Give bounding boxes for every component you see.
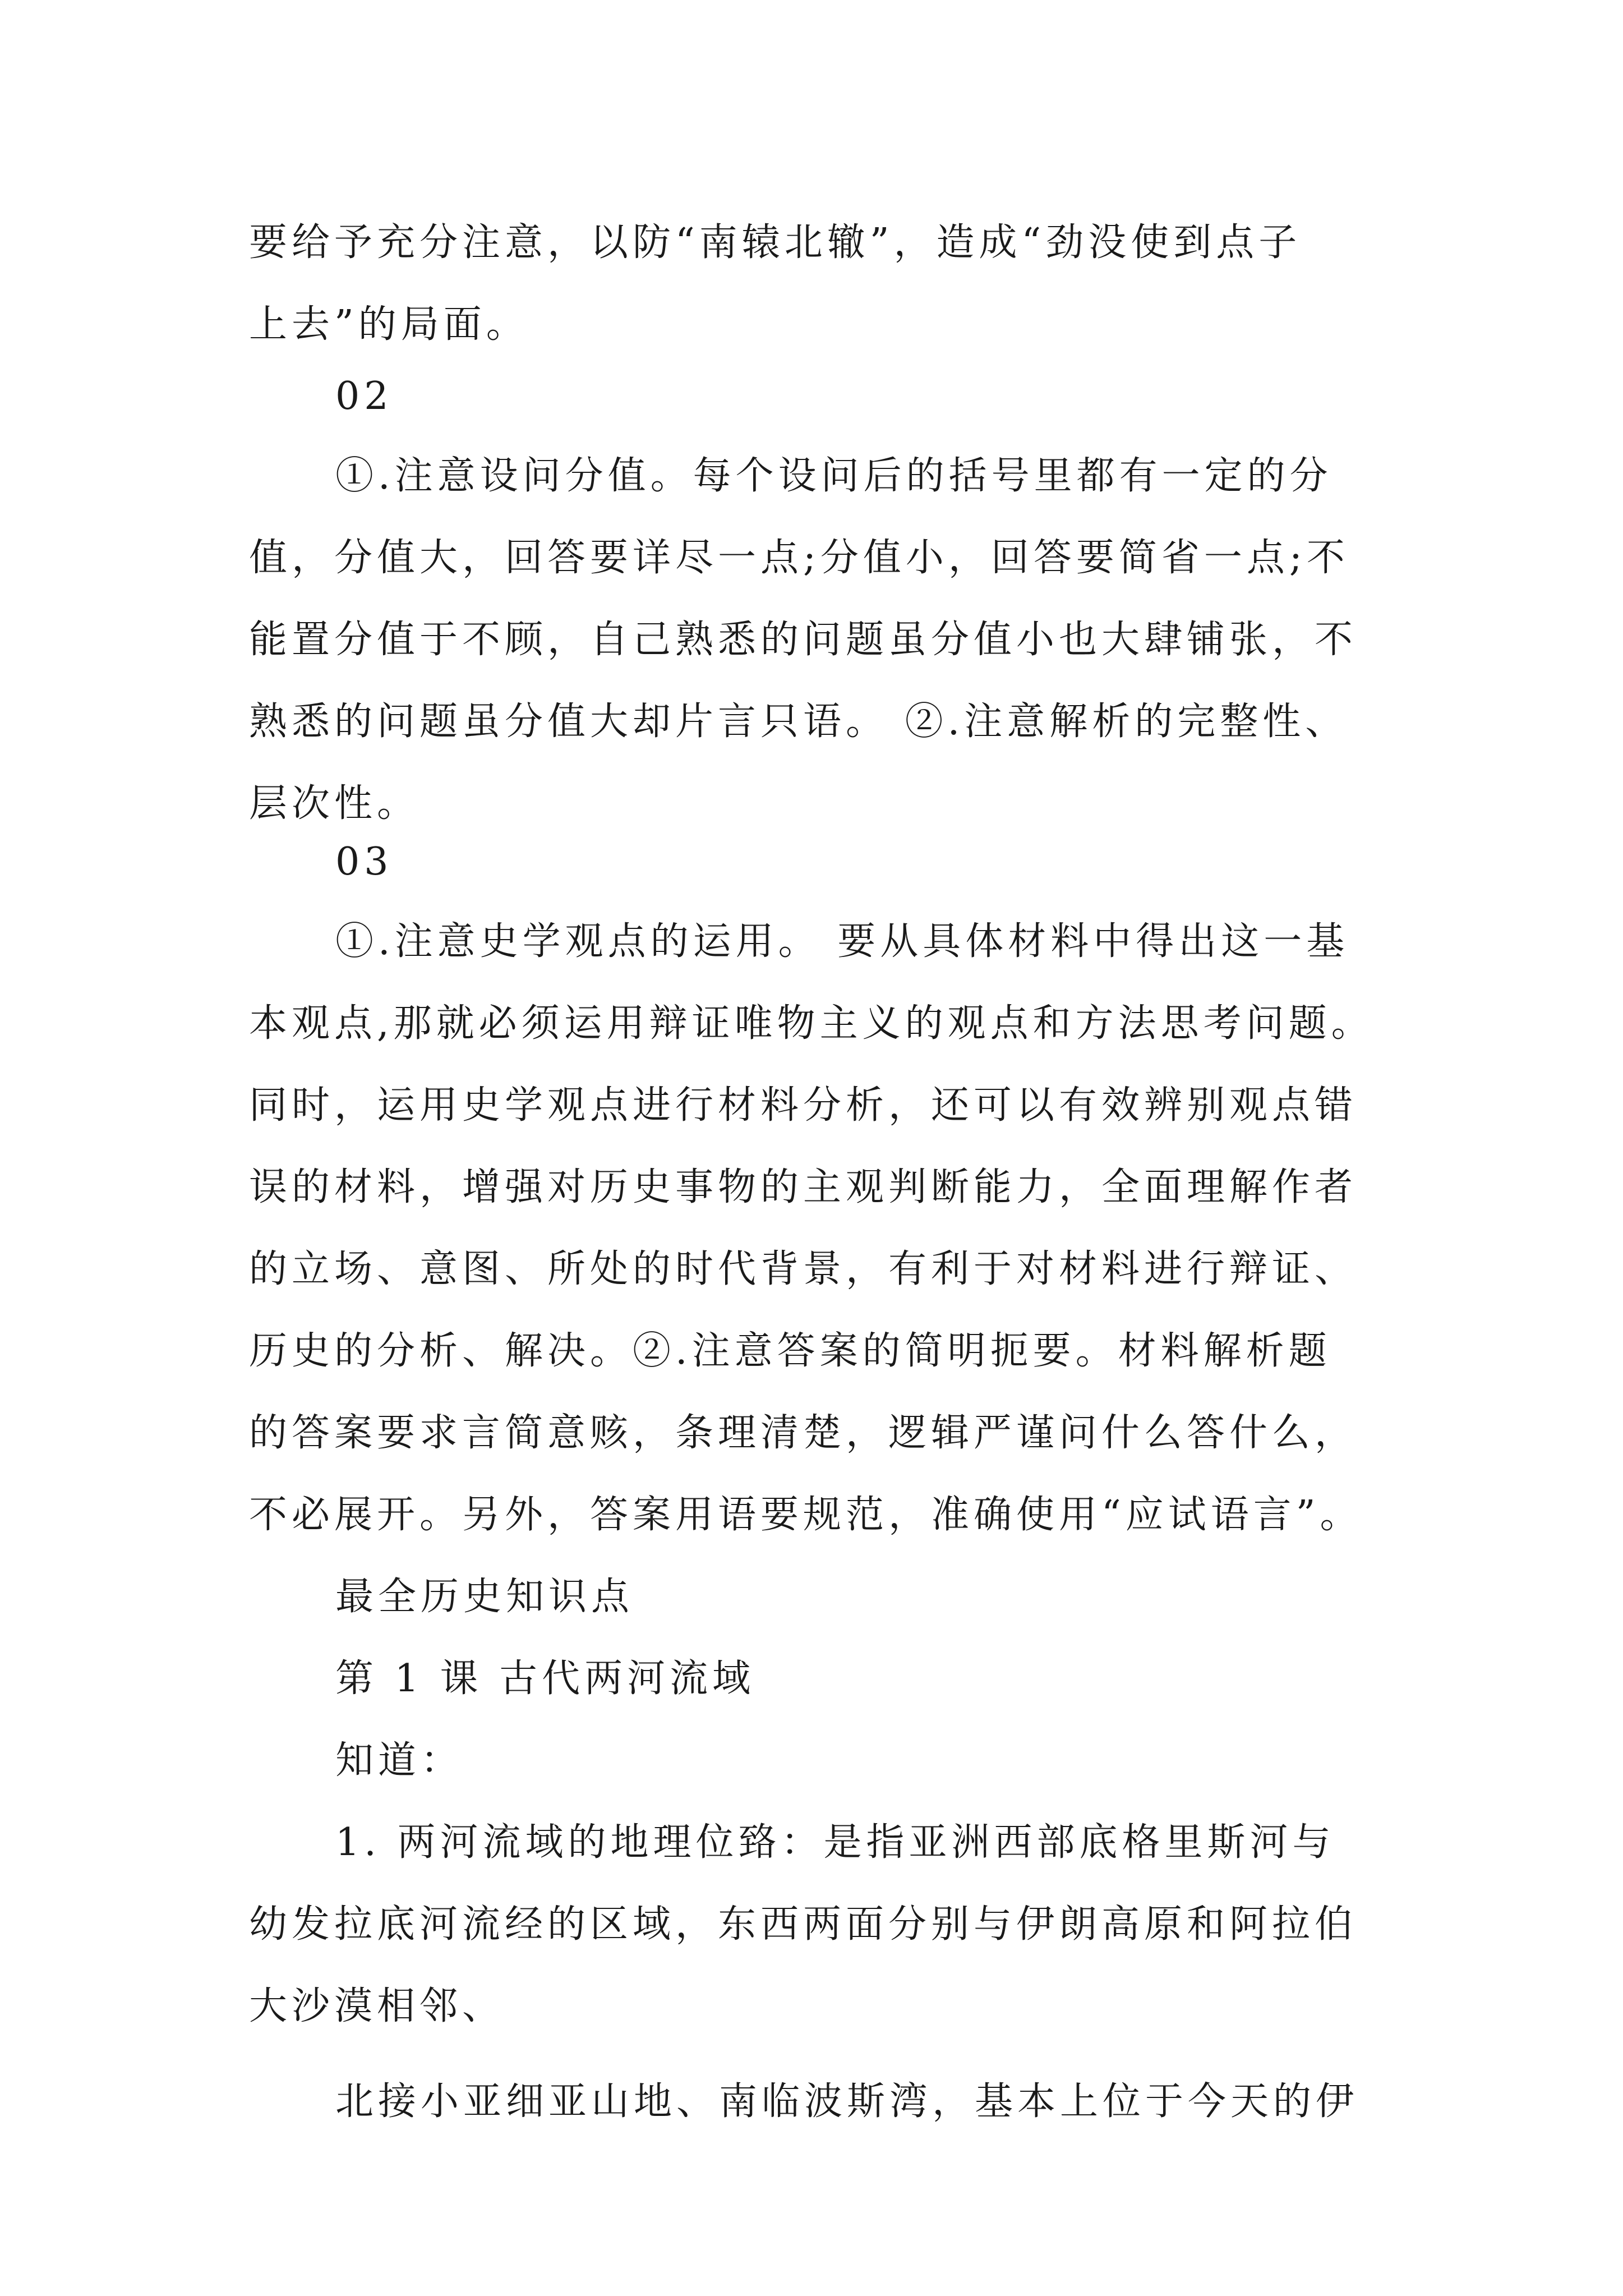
text-line: 要给予充分注意，以防“南辕北辙”，造成“劲没使到点子 — [249, 220, 1302, 265]
text-line: 层次性。 — [249, 781, 420, 826]
lesson-title — [335, 1638, 1378, 1720]
text-line: 熟悉的问题虽分值大却片言只语。 ②.注意解析的完整性、 — [249, 700, 1348, 744]
paragraph-score-value — [249, 435, 1376, 845]
paragraph-historical-viewpoint — [249, 901, 1376, 1556]
section-number: 03 — [335, 840, 393, 884]
subheading-know — [335, 1720, 1378, 1802]
text-line: ①.注意史学观点的运用。 要从具体材料中得出这一基 — [335, 919, 1349, 964]
section-number-02 — [335, 356, 1378, 438]
text-line: 历史的分析、解决。②.注意答案的简明扼要。材料解析题 — [249, 1329, 1331, 1373]
text-line: 大沙漠相邻、 — [249, 1984, 505, 2028]
text-line: 幼发拉底河流经的区域，东西两面分别与伊朗高原和阿拉伯 — [249, 1902, 1358, 1947]
text-line: 能置分值于不顾，自己熟悉的问题虽分值小也大肆铺张，不 — [249, 618, 1358, 662]
text-line: 本观点,那就必须运用辩证唯物主义的观点和方法思考问题。 — [249, 1001, 1374, 1046]
text-line: 的答案要求言简意赅，条理清楚，逻辑严谨问什么答什么， — [249, 1411, 1358, 1455]
text-line: 北接小亚细亚山地、南临波斯湾，基本上位于今天的伊 — [335, 2079, 1359, 2124]
paragraph-borders — [249, 2061, 1376, 2143]
text-line: 的立场、意图、所处的时代背景，有利于对材料进行辩证、 — [249, 1247, 1358, 1291]
lesson-title-text: 第 1 课 古代两河流域 — [335, 1657, 755, 1701]
section-number-03 — [335, 821, 1378, 903]
text-line: 同时，运用史学观点进行材料分析，还可以有效辨别观点错 — [249, 1083, 1358, 1128]
heading-knowledge-points — [335, 1556, 1378, 1638]
text-line: 值，分值大，回答要详尽一点;分值小，回答要简省一点;不 — [249, 536, 1349, 580]
subheading-text: 知道： — [335, 1738, 464, 1783]
text-line: 不必展开。另外，答案用语要规范，准确使用“应试语言”。 — [249, 1493, 1363, 1537]
heading-text: 最全历史知识点 — [335, 1575, 634, 1619]
section-number: 02 — [335, 374, 393, 418]
text-line: 误的材料，增强对历史事物的主观判断能力，全面理解作者 — [249, 1165, 1358, 1209]
paragraph-continuation — [249, 202, 1376, 366]
text-line: ①.注意设问分值。每个设问后的括号里都有一定的分 — [335, 454, 1332, 498]
paragraph-geography — [249, 1802, 1376, 2047]
text-line: 上去”的局面。 — [249, 302, 529, 347]
text-line: 1. 两河流域的地理位臵：是指亚洲西部底格里斯河与 — [335, 1820, 1335, 1865]
